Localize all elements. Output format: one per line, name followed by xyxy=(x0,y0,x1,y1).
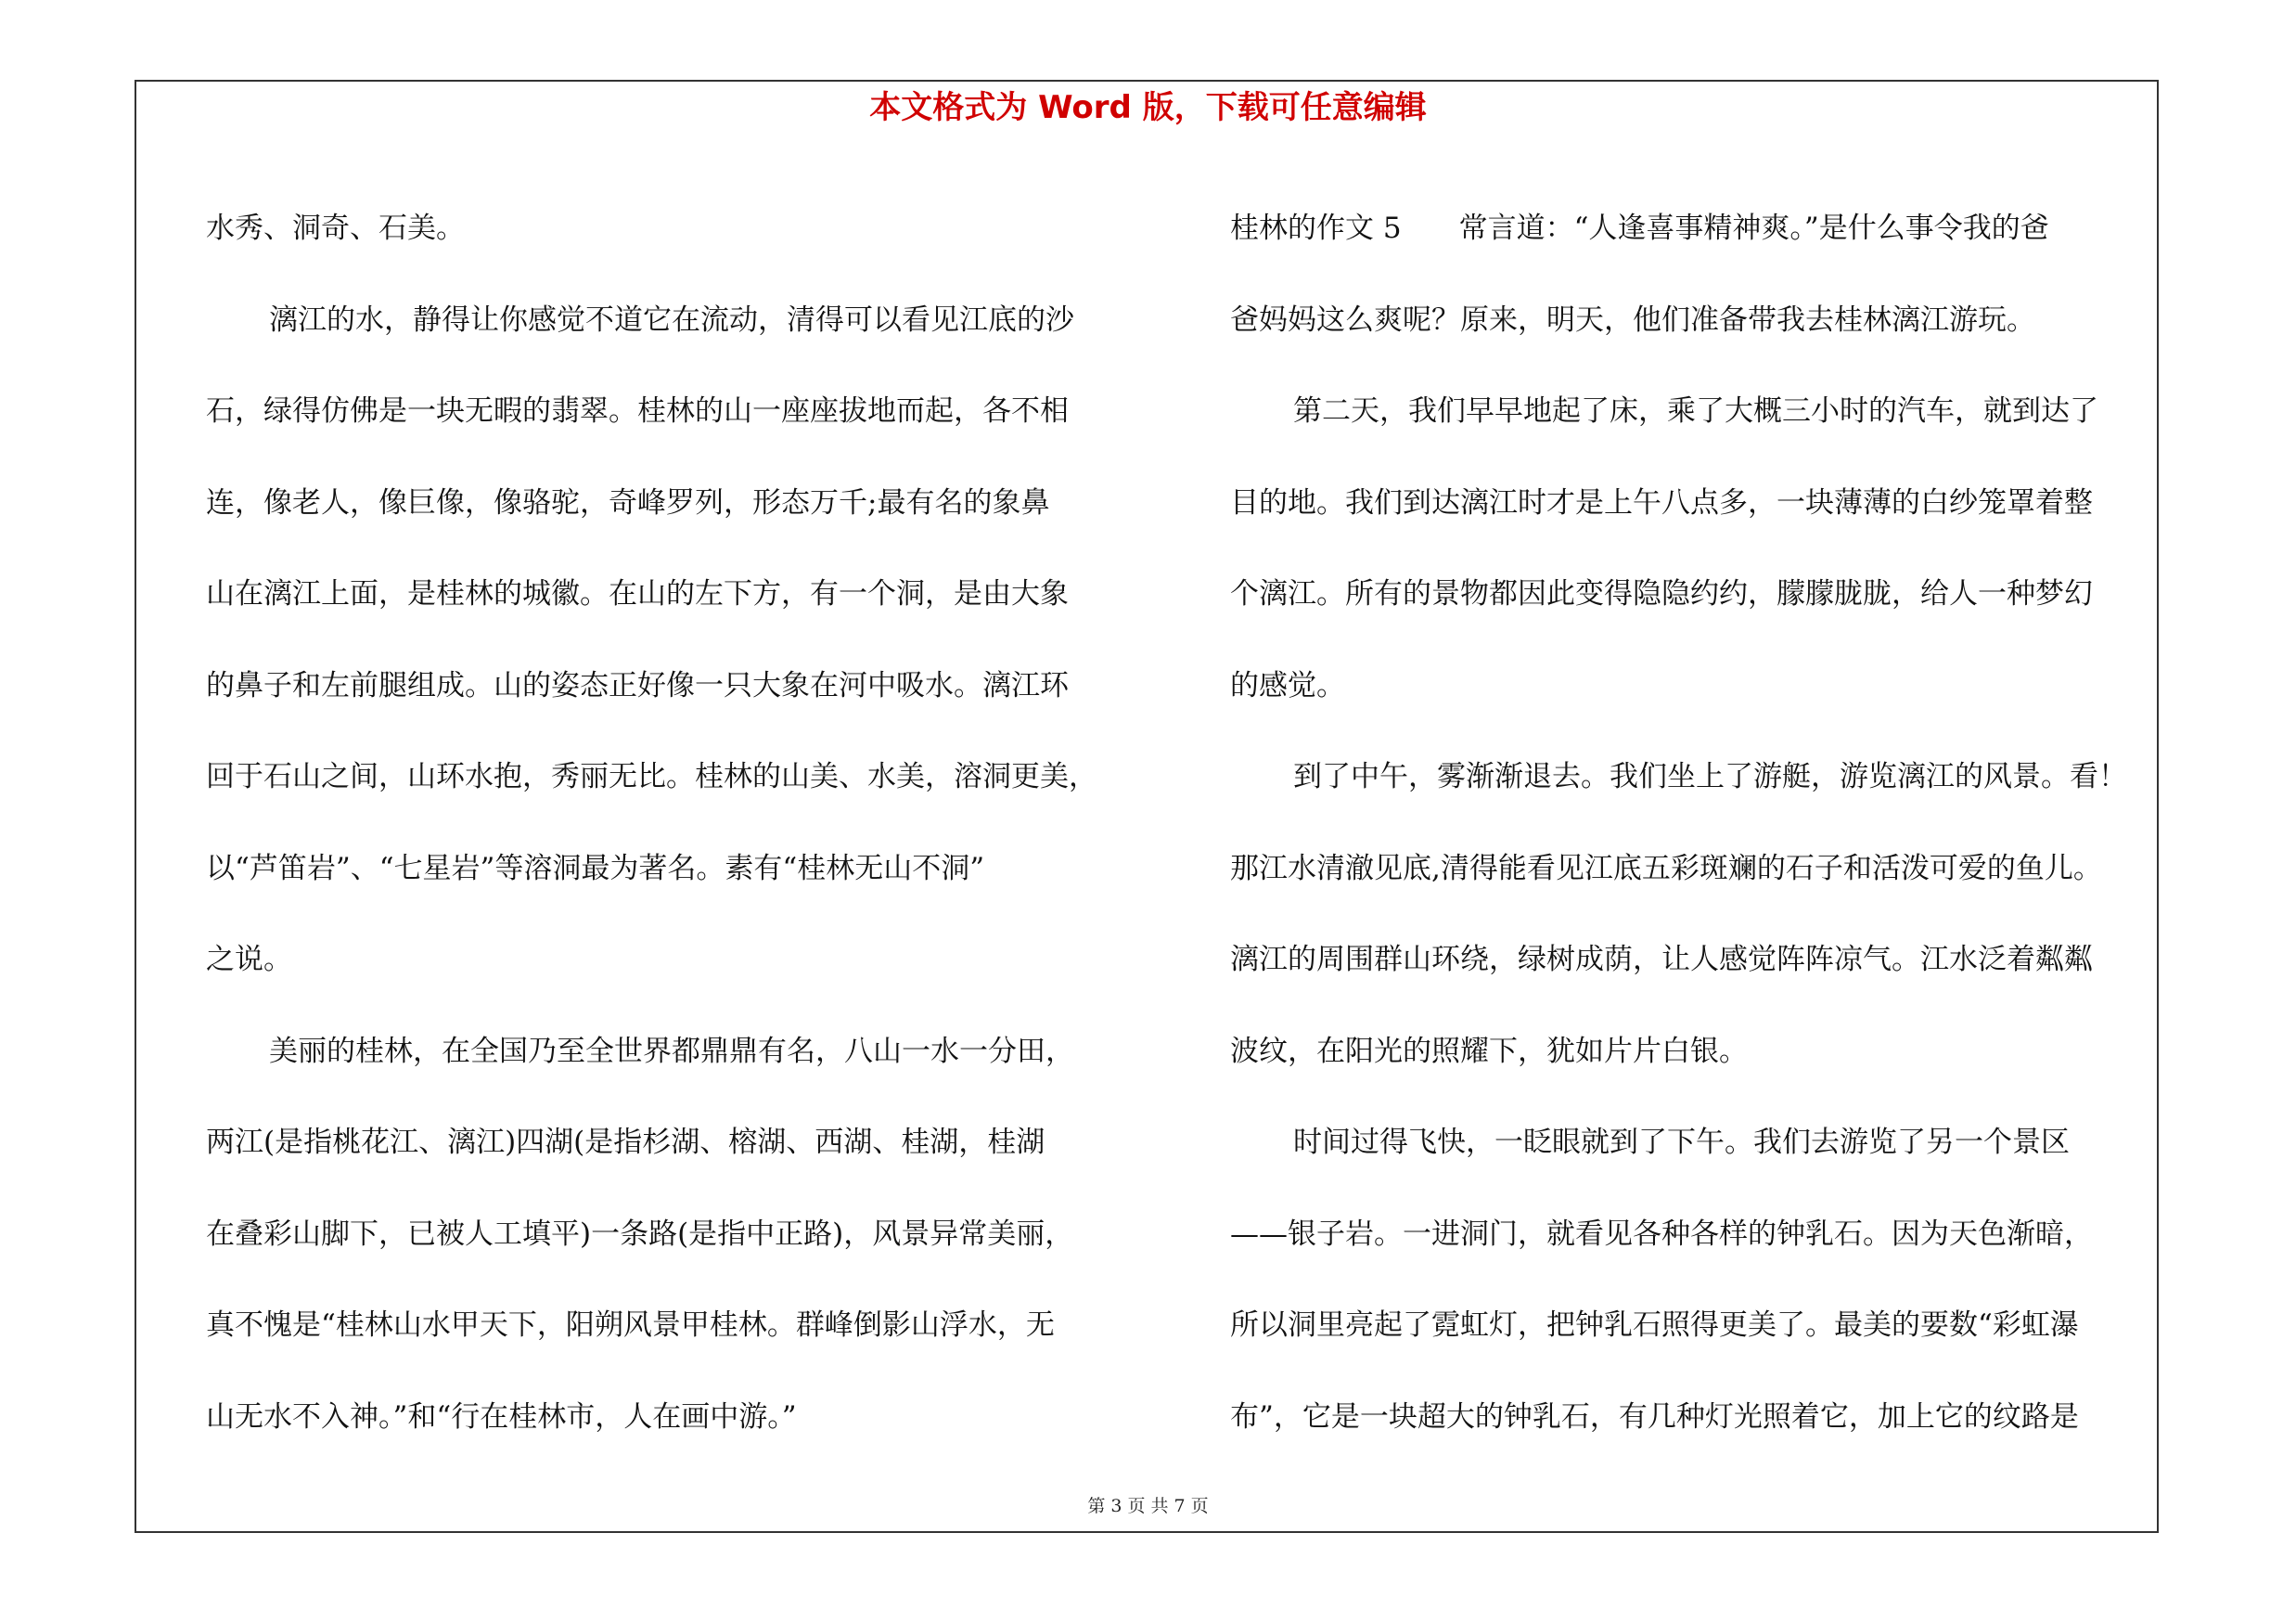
text-line: 连，像老人，像巨像，像骆驼，奇峰罗列，形态万千;最有名的象鼻 xyxy=(206,485,1050,520)
page-number-footer: 第 3 页 共 7 页 xyxy=(1087,1496,1209,1516)
text-line: 个漓江。所有的景物都因此变得隐隐约约，朦朦胧胧，给人一种梦幻 xyxy=(1230,577,2093,611)
text-line: 时间过得飞快，一眨眼就到了下午。我们去游览了另一个景区 xyxy=(1293,1126,2070,1159)
right-text-column xyxy=(1230,183,2148,1462)
text-line: 以“芦笛岩”、“七星岩”等溶洞最为著名。素有“桂林无山不洞” xyxy=(206,851,985,885)
text-line: 第二天，我们早早地起了床，乘了大概三小时的汽车，就到达了 xyxy=(1293,394,2098,428)
text-line: ——银子岩。一进洞门，就看见各种各样的钟乳石。因为天色渐暗， xyxy=(1230,1217,2093,1251)
text-line: 的感觉。 xyxy=(1230,668,1345,702)
text-line: 布”，它是一块超大的钟乳石，有几种灯光照着它，加上它的纹路是 xyxy=(1230,1399,2079,1434)
text-line: 石，绿得仿佛是一块无暇的翡翠。桂林的山一座座拔地而起，各不相 xyxy=(206,394,1069,428)
text-line: 所以洞里亮起了霓虹灯，把钟乳石照得更美了。最美的要数“彩虹瀑 xyxy=(1230,1308,2079,1342)
text-line: 美丽的桂林，在全国乃至全世界都鼎鼎有名，八山一水一分田， xyxy=(269,1034,1074,1068)
text-line: 漓江的水，静得让你感觉不道它在流动，清得可以看见江底的沙 xyxy=(269,303,1074,337)
text-line: 的鼻子和左前腿组成。山的姿态正好像一只大象在河中吸水。漓江环 xyxy=(206,668,1069,702)
text-line: 回于石山之间，山环水抱，秀丽无比。桂林的山美、水美，溶洞更美， xyxy=(206,760,1097,793)
left-text-column xyxy=(206,183,1134,1462)
text-line: 水秀、洞奇、石美。 xyxy=(206,212,465,245)
text-line: 那江水清澈见底,清得能看见江底五彩斑斓的石子和活泼可爱的鱼儿。 xyxy=(1230,851,2102,885)
text-line: 两江(是指桃花江、漓江)四湖(是指杉湖、榕湖、西湖、桂湖，桂湖 xyxy=(206,1126,1045,1159)
text-line: 在叠彩山脚下，已被人工填平)一条路(是指中正路)，风景异常美丽， xyxy=(206,1217,1074,1251)
text-line: 漓江的周围群山环绕，绿树成荫，让人感觉阵阵凉气。江水泛着粼粼 xyxy=(1230,943,2093,976)
text-line: 山无水不入神。”和“行在桂林市，人在画中游。” xyxy=(206,1399,797,1434)
text-line: 到了中午，雾渐渐退去。我们坐上了游艇，游览漓江的风景。看！ xyxy=(1293,760,2127,793)
text-line: 真不愧是“桂林山水甲天下，阳朔风景甲桂林。群峰倒影山浮水，无 xyxy=(206,1308,1055,1342)
text-line: 桂林的作文 5 常言道：“人逢喜事精神爽。”是什么事令我的爸 xyxy=(1230,212,2049,245)
text-line: 目的地。我们到达漓江时才是上午八点多，一块薄薄的白纱笼罩着整 xyxy=(1230,485,2093,520)
text-line: 爸妈妈这么爽呢？原来，明天，他们准备带我去桂林漓江游玩。 xyxy=(1230,303,2035,337)
format-notice-banner: 本文格式为 Word 版，下载可任意编辑 xyxy=(869,89,1427,126)
text-line: 波纹，在阳光的照耀下，犹如片片白银。 xyxy=(1230,1034,1748,1068)
text-line: 之说。 xyxy=(206,943,292,976)
text-line: 山在漓江上面，是桂林的城徽。在山的左下方，有一个洞，是由大象 xyxy=(206,577,1069,611)
